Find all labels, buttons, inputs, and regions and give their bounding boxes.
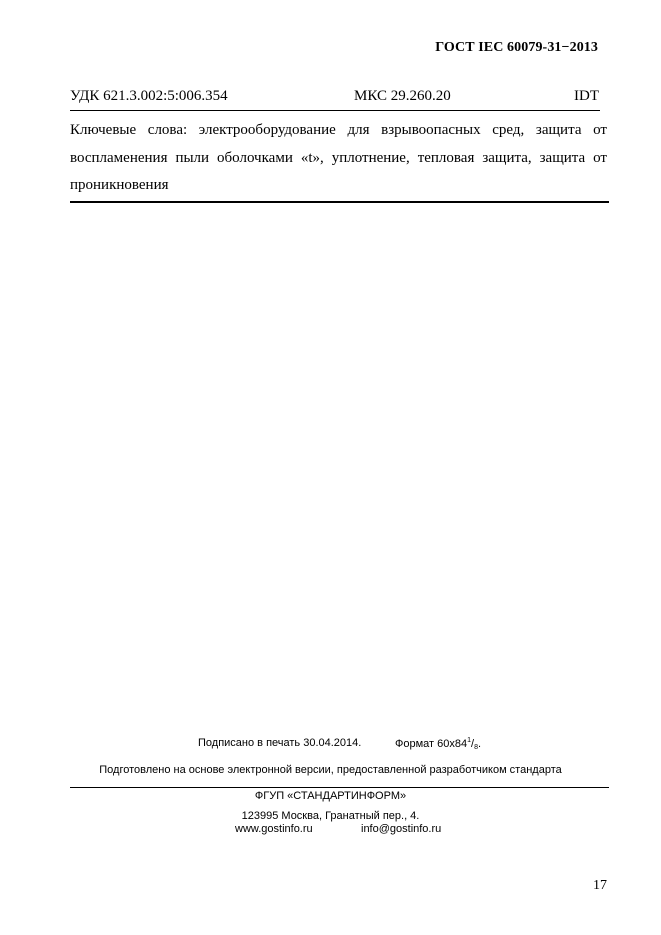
keywords-divider [70,201,609,203]
page-number: 17 [593,878,607,893]
classification-row [70,88,600,111]
paper-format-denominator: 8 [474,744,478,751]
email-link[interactable]: info@gostinfo.ru [361,823,442,835]
website-link[interactable]: www.gostinfo.ru [235,823,313,835]
paper-format-numerator: 1 [467,737,472,744]
signed-date: Подписано в печать 30.04.2014. [198,737,362,749]
udk-code: УДК 621.3.002:5:006.354 [70,88,228,104]
equivalence-degree: IDT [574,88,599,104]
paper-format: Формат $60x84^1/_8$. [395,737,482,751]
paper-format-suffix: . [477,738,482,750]
paper-format-prefix: Формат 60x84 [395,738,468,750]
publisher-name: ФГУП «СТАНДАРТИНФОРМ» [254,790,407,802]
prepared-note: Подготовлено на основе электронной версии, предоставленной разработчиком стандарта [99,764,562,776]
publisher-address: 123995 Москва, Гранатный пер., 4. [241,810,420,822]
mks-code: МКС 29.260.20 [354,88,451,104]
standard-number: ГОСТ IEC 60079-31−2013 [435,40,598,55]
imprint-divider [70,787,609,788]
keywords-paragraph: Ключевые слова: электрооборудование для взрывоопасных сред, защита от воспламенения пыли оболочками «t», уплотнение, тепловая защита, защита от проникновения [70,122,607,193]
